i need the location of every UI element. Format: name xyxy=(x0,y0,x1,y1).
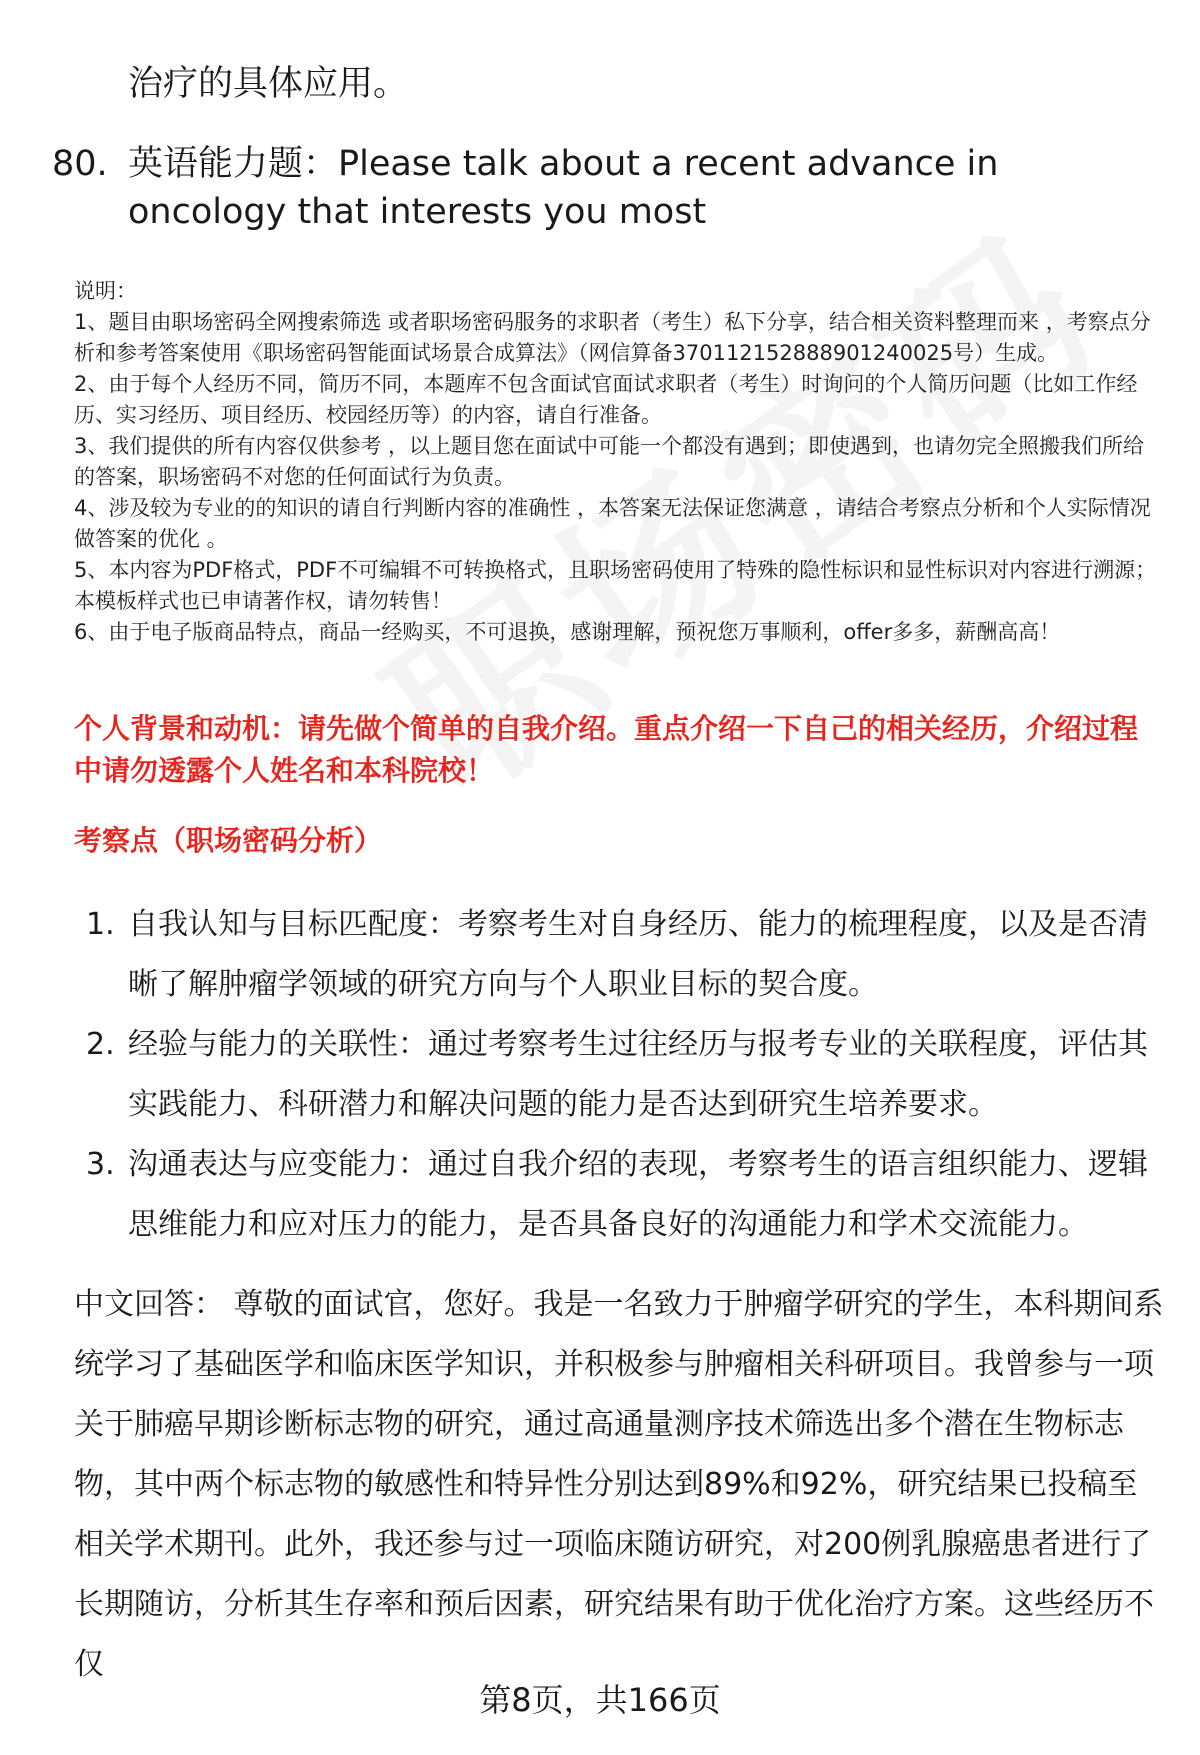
assessment-points xyxy=(86,895,1166,1255)
list-item-text: 经验与能力的关联性：通过考察考生过往经历与报考专业的关联程度，评估其实践能力、科研潜力和解决问题的能力是否达到研究生培养要求。 xyxy=(128,1027,1148,1122)
list-item xyxy=(86,1135,1166,1255)
list-item-number: 2. xyxy=(86,1027,115,1062)
question-80 xyxy=(52,140,1162,236)
answer-paragraph: 中文回答： 尊敬的面试官，您好。我是一名致力于肿瘤学研究的学生，本科期间系统学习了基础医学和临床医学知识，并积极参与肿瘤相关科研项目。我曾参与一项关于肺癌早期诊断标志物的研究，通过高通量测序技术筛选出多个潜在生物标志物，其中两个标志物的敏感性和特异性分别达到89%和92%，研究结果已投稿至相关学术期刊。此外，我还参与过一项临床随访研究，对200例乳腺癌患者进行了长期随访，分析其生存率和预后因素，研究结果有助于优化治疗方案。这些经历不仅 xyxy=(74,1287,1164,1682)
note-item: 2、由于每个人经历不同，简历不同，本题库不包含面试官面试求职者（考生）时询问的个人简历问题（比如工作经历、实习经历、项目经历、校园经历等）的内容，请自行准备。 xyxy=(74,372,1138,427)
page-footer: 第8页，共166页 xyxy=(479,1681,721,1719)
note-item: 1、题目由职场密码全网搜索筛选 或者职场密码服务的求职者（考生）私下分享，结合相关资料整理而来 ，考察点分析和参考答案使用《职场密码智能面试场景合成算法》（网信算备370112152888901240025号）生成。 xyxy=(74,310,1151,365)
list-item-number: 1. xyxy=(86,907,115,942)
list-item-text: 自我认知与目标匹配度：考察考生对自身经历、能力的梳理程度，以及是否清晰了解肿瘤学领域的研究方向与个人职业目标的契合度。 xyxy=(128,907,1148,1002)
continuation-text: 治疗的具体应用。 xyxy=(128,64,409,104)
list-item-number: 3. xyxy=(86,1147,115,1182)
question-text: 英语能力题：Please talk about a recent advance in oncology that interests you most xyxy=(128,144,999,232)
note-item: 5、本内容为PDF格式，PDF不可编辑不可转换格式，且职场密码使用了特殊的隐性标识和显性标识对内容进行溯源；本模板样式也已申请著作权，请勿转售！ xyxy=(74,558,1157,613)
notes-title: 说明： xyxy=(74,279,137,303)
note-item: 3、我们提供的所有内容仅供参考 ，以上题目您在面试中可能一个都没有遇到；即使遇到，也请勿完全照搬我们所给的答案，职场密码不对您的任何面试行为负责。 xyxy=(74,434,1145,489)
notes-block xyxy=(74,276,1164,648)
section-heading: 个人背景和动机：请先做个简单的自我介绍。重点介绍一下自己的相关经历，介绍过程中请勿透露个人姓名和本科院校！ xyxy=(74,712,1139,787)
list-item-text: 沟通表达与应变能力：通过自我介绍的表现，考察考生的语言组织能力、逻辑思维能力和应对压力的能力，是否具备良好的沟通能力和学术交流能力。 xyxy=(128,1147,1148,1242)
list-item xyxy=(86,1015,1166,1135)
note-item: 6、由于电子版商品特点，商品一经购买，不可退换，感谢理解，预祝您万事顺利，offer多多，薪酬高高！ xyxy=(74,620,1061,644)
list-item xyxy=(86,895,1166,1015)
note-item: 4、涉及较为专业的的知识的请自行判断内容的准确性 ，本答案无法保证您满意 ，请结合考察点分析和个人实际情况做答案的优化 。 xyxy=(74,496,1151,551)
section-subheading: 考察点（职场密码分析） xyxy=(74,824,383,857)
question-number: 80. xyxy=(52,144,108,184)
